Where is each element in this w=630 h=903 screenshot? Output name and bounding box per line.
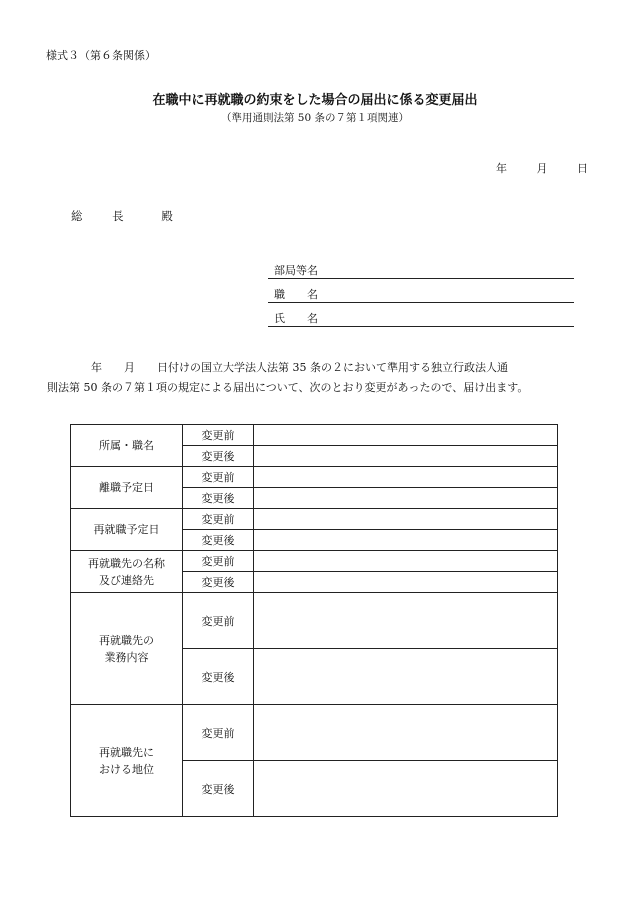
before-label: 変更前 [183,509,254,530]
document-subtitle: （準用通則法第 50 条の７第１項関連） [220,112,410,124]
row-category [71,551,183,593]
before-label: 変更前 [183,551,254,572]
after-value-cell[interactable] [254,649,558,705]
signature-position-row[interactable] [268,286,574,303]
date-day: 日 [577,162,588,175]
addressee-part2: 長 [112,209,124,223]
table-row [71,467,558,488]
after-value-cell[interactable] [254,488,558,509]
signature-department-label: 部局等名 [274,264,318,277]
after-value-cell[interactable] [254,530,558,551]
after-value-cell[interactable] [254,761,558,817]
after-label: 変更後 [183,761,254,817]
before-label: 変更前 [183,467,254,488]
row-category: 離職予定日 [71,467,183,509]
change-table [70,424,558,817]
date-month: 月 [536,162,548,175]
before-value-cell[interactable] [254,425,558,446]
after-label: 変更後 [183,649,254,705]
document-title: 在職中に再就職の約束をした場合の届出に係る変更届出 [152,93,478,108]
table-row [71,425,558,446]
signature-name-label: 氏 名 [274,312,318,325]
before-value-cell[interactable] [254,467,558,488]
addressee [71,208,173,224]
table-row [71,551,558,572]
row-category-line2: おける地位 [99,762,154,776]
after-value-cell[interactable] [254,446,558,467]
signature-position-label: 職 名 [274,288,318,301]
table-row [71,509,558,530]
after-label: 変更後 [183,572,254,593]
before-value-cell[interactable] [254,509,558,530]
row-category-line1: 再就職先の名称 [88,556,165,570]
row-category-line1: 再就職先の [99,633,154,647]
before-label: 変更前 [183,593,254,649]
after-value-cell[interactable] [254,572,558,593]
date-year: 年 [496,162,507,175]
row-category: 再就職予定日 [71,509,183,551]
form-number: 様式３（第６条関係） [46,49,156,62]
row-category-line2: 業務内容 [104,650,149,664]
before-label: 変更前 [183,705,254,761]
after-label: 変更後 [183,530,254,551]
notice-line-2: 則法第 50 条の７第１項の規定による届出について、次のとおり変更があったので、届け出ます。 [47,381,529,394]
before-label: 変更前 [183,425,254,446]
notice-line-1: 年 月 日付けの国立大学法人法第 35 条の２において準用する独立行政法人通 [47,361,508,374]
before-value-cell[interactable] [254,705,558,761]
date-line [496,160,588,176]
after-label: 変更後 [183,488,254,509]
row-category [71,705,183,817]
row-category: 所属・職名 [71,425,183,467]
row-category [71,593,183,705]
signature-name-row[interactable] [268,310,574,327]
after-label: 変更後 [183,446,254,467]
addressee-honorific: 殿 [161,209,173,223]
notice-body [47,358,587,398]
addressee-part1: 総 [71,209,83,223]
before-value-cell[interactable] [254,593,558,649]
row-category-line2: 及び連絡先 [99,573,154,587]
table-row [71,705,558,761]
table-row [71,593,558,649]
before-value-cell[interactable] [254,551,558,572]
signature-department-row[interactable] [268,262,574,279]
row-category-line1: 再就職先に [99,745,154,759]
